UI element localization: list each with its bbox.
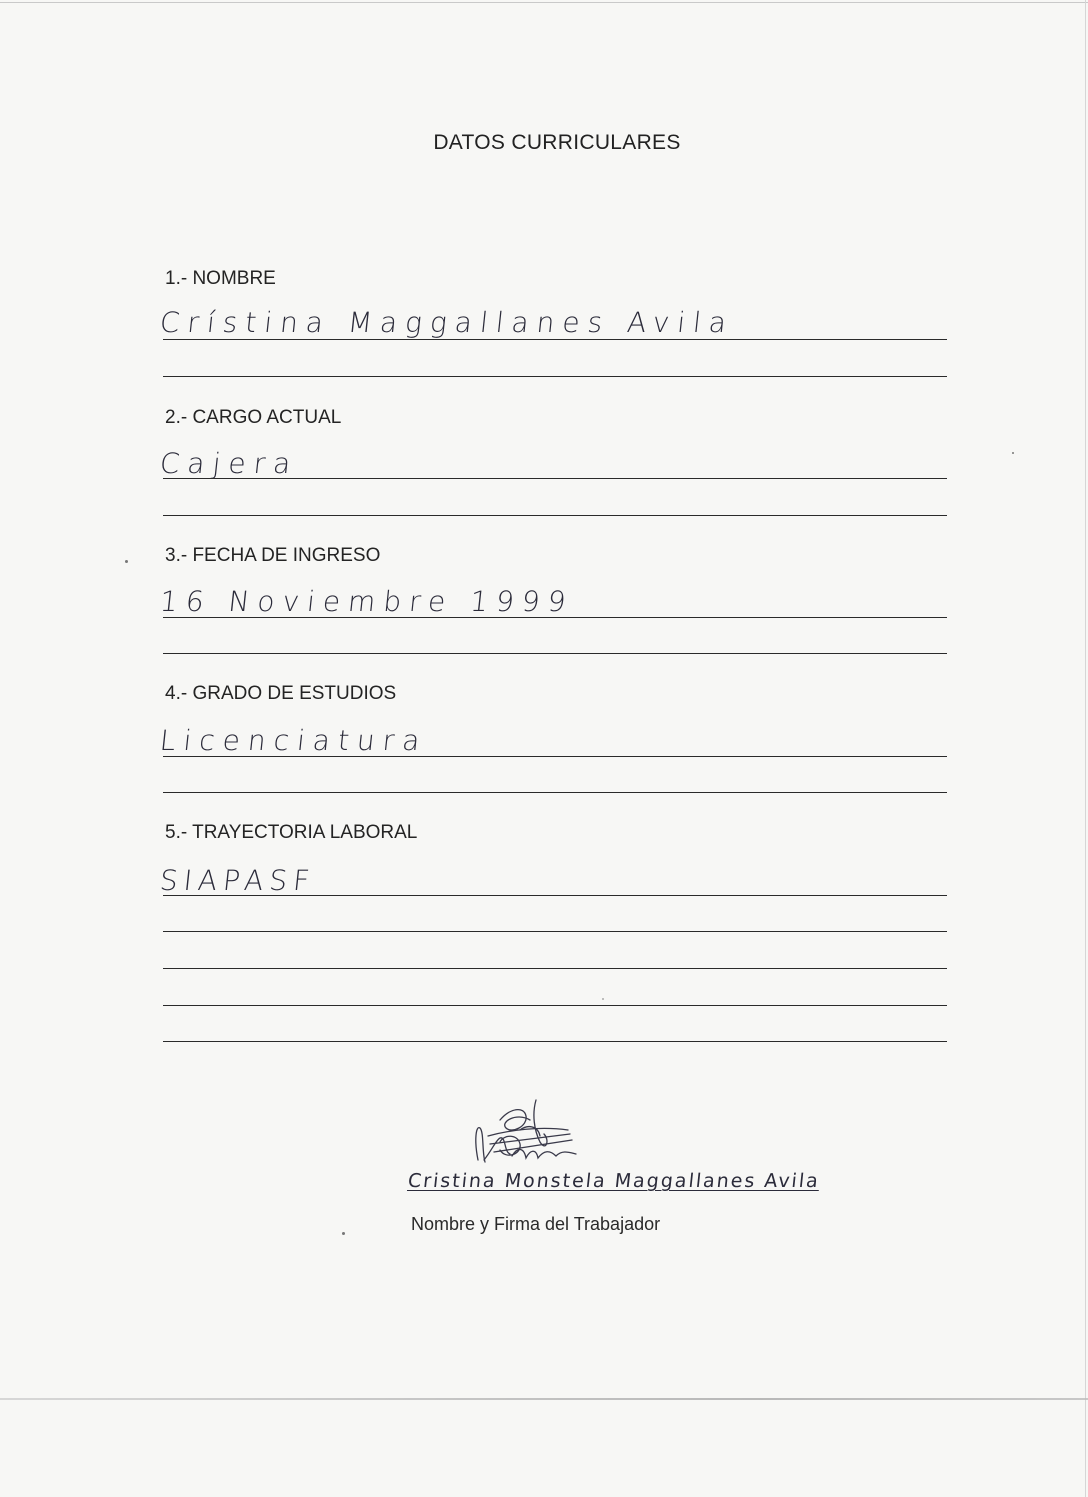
field-line — [163, 515, 947, 516]
field-value-fecha-de-ingreso: 16 Noviembre 1999 — [158, 585, 576, 618]
field-label-grado-de-estudios: 4.- GRADO DE ESTUDIOS — [165, 683, 397, 704]
page-top-edge — [0, 2, 1088, 3]
field-line — [163, 756, 947, 757]
field-value-grado-de-estudios: Licenciatura — [158, 724, 430, 757]
signature-scribble — [400, 1090, 800, 1210]
field-value-trayectoria-laboral: SIAPASF — [158, 864, 318, 897]
page-right-edge — [1085, 0, 1086, 1497]
field-line — [163, 1041, 947, 1042]
field-label-cargo-actual: 2.- CARGO ACTUAL — [165, 407, 342, 428]
field-line — [163, 617, 947, 618]
field-line — [163, 1005, 947, 1006]
scan-speck — [125, 560, 128, 563]
field-line — [163, 931, 947, 932]
field-line — [163, 895, 947, 896]
field-line — [163, 478, 947, 479]
signature-caption: Nombre y Firma del Trabajador — [411, 1214, 661, 1234]
field-line — [163, 792, 947, 793]
field-line — [163, 339, 947, 340]
scan-speck — [342, 1232, 345, 1235]
field-value-cargo-actual: Cajera — [158, 447, 301, 480]
page-bottom-edge — [0, 1398, 1088, 1400]
field-line — [163, 376, 947, 377]
field-line — [163, 968, 947, 969]
scan-speck — [1012, 452, 1014, 454]
field-label-fecha-de-ingreso: 3.- FECHA DE INGRESO — [165, 545, 381, 566]
field-line — [163, 653, 947, 654]
field-value-nombre: Crístina Maggallanes Avila — [158, 306, 736, 339]
scan-speck — [602, 998, 604, 1000]
field-label-trayectoria-laboral: 5.- TRAYECTORIA LABORAL — [165, 822, 418, 843]
document-title: DATOS CURRICULARES — [433, 131, 681, 154]
signature-handwritten-name: Cristina Monstela Maggallanes Avila — [406, 1170, 821, 1192]
field-label-nombre: 1.- NOMBRE — [165, 268, 276, 289]
signature-mark — [400, 1090, 600, 1180]
